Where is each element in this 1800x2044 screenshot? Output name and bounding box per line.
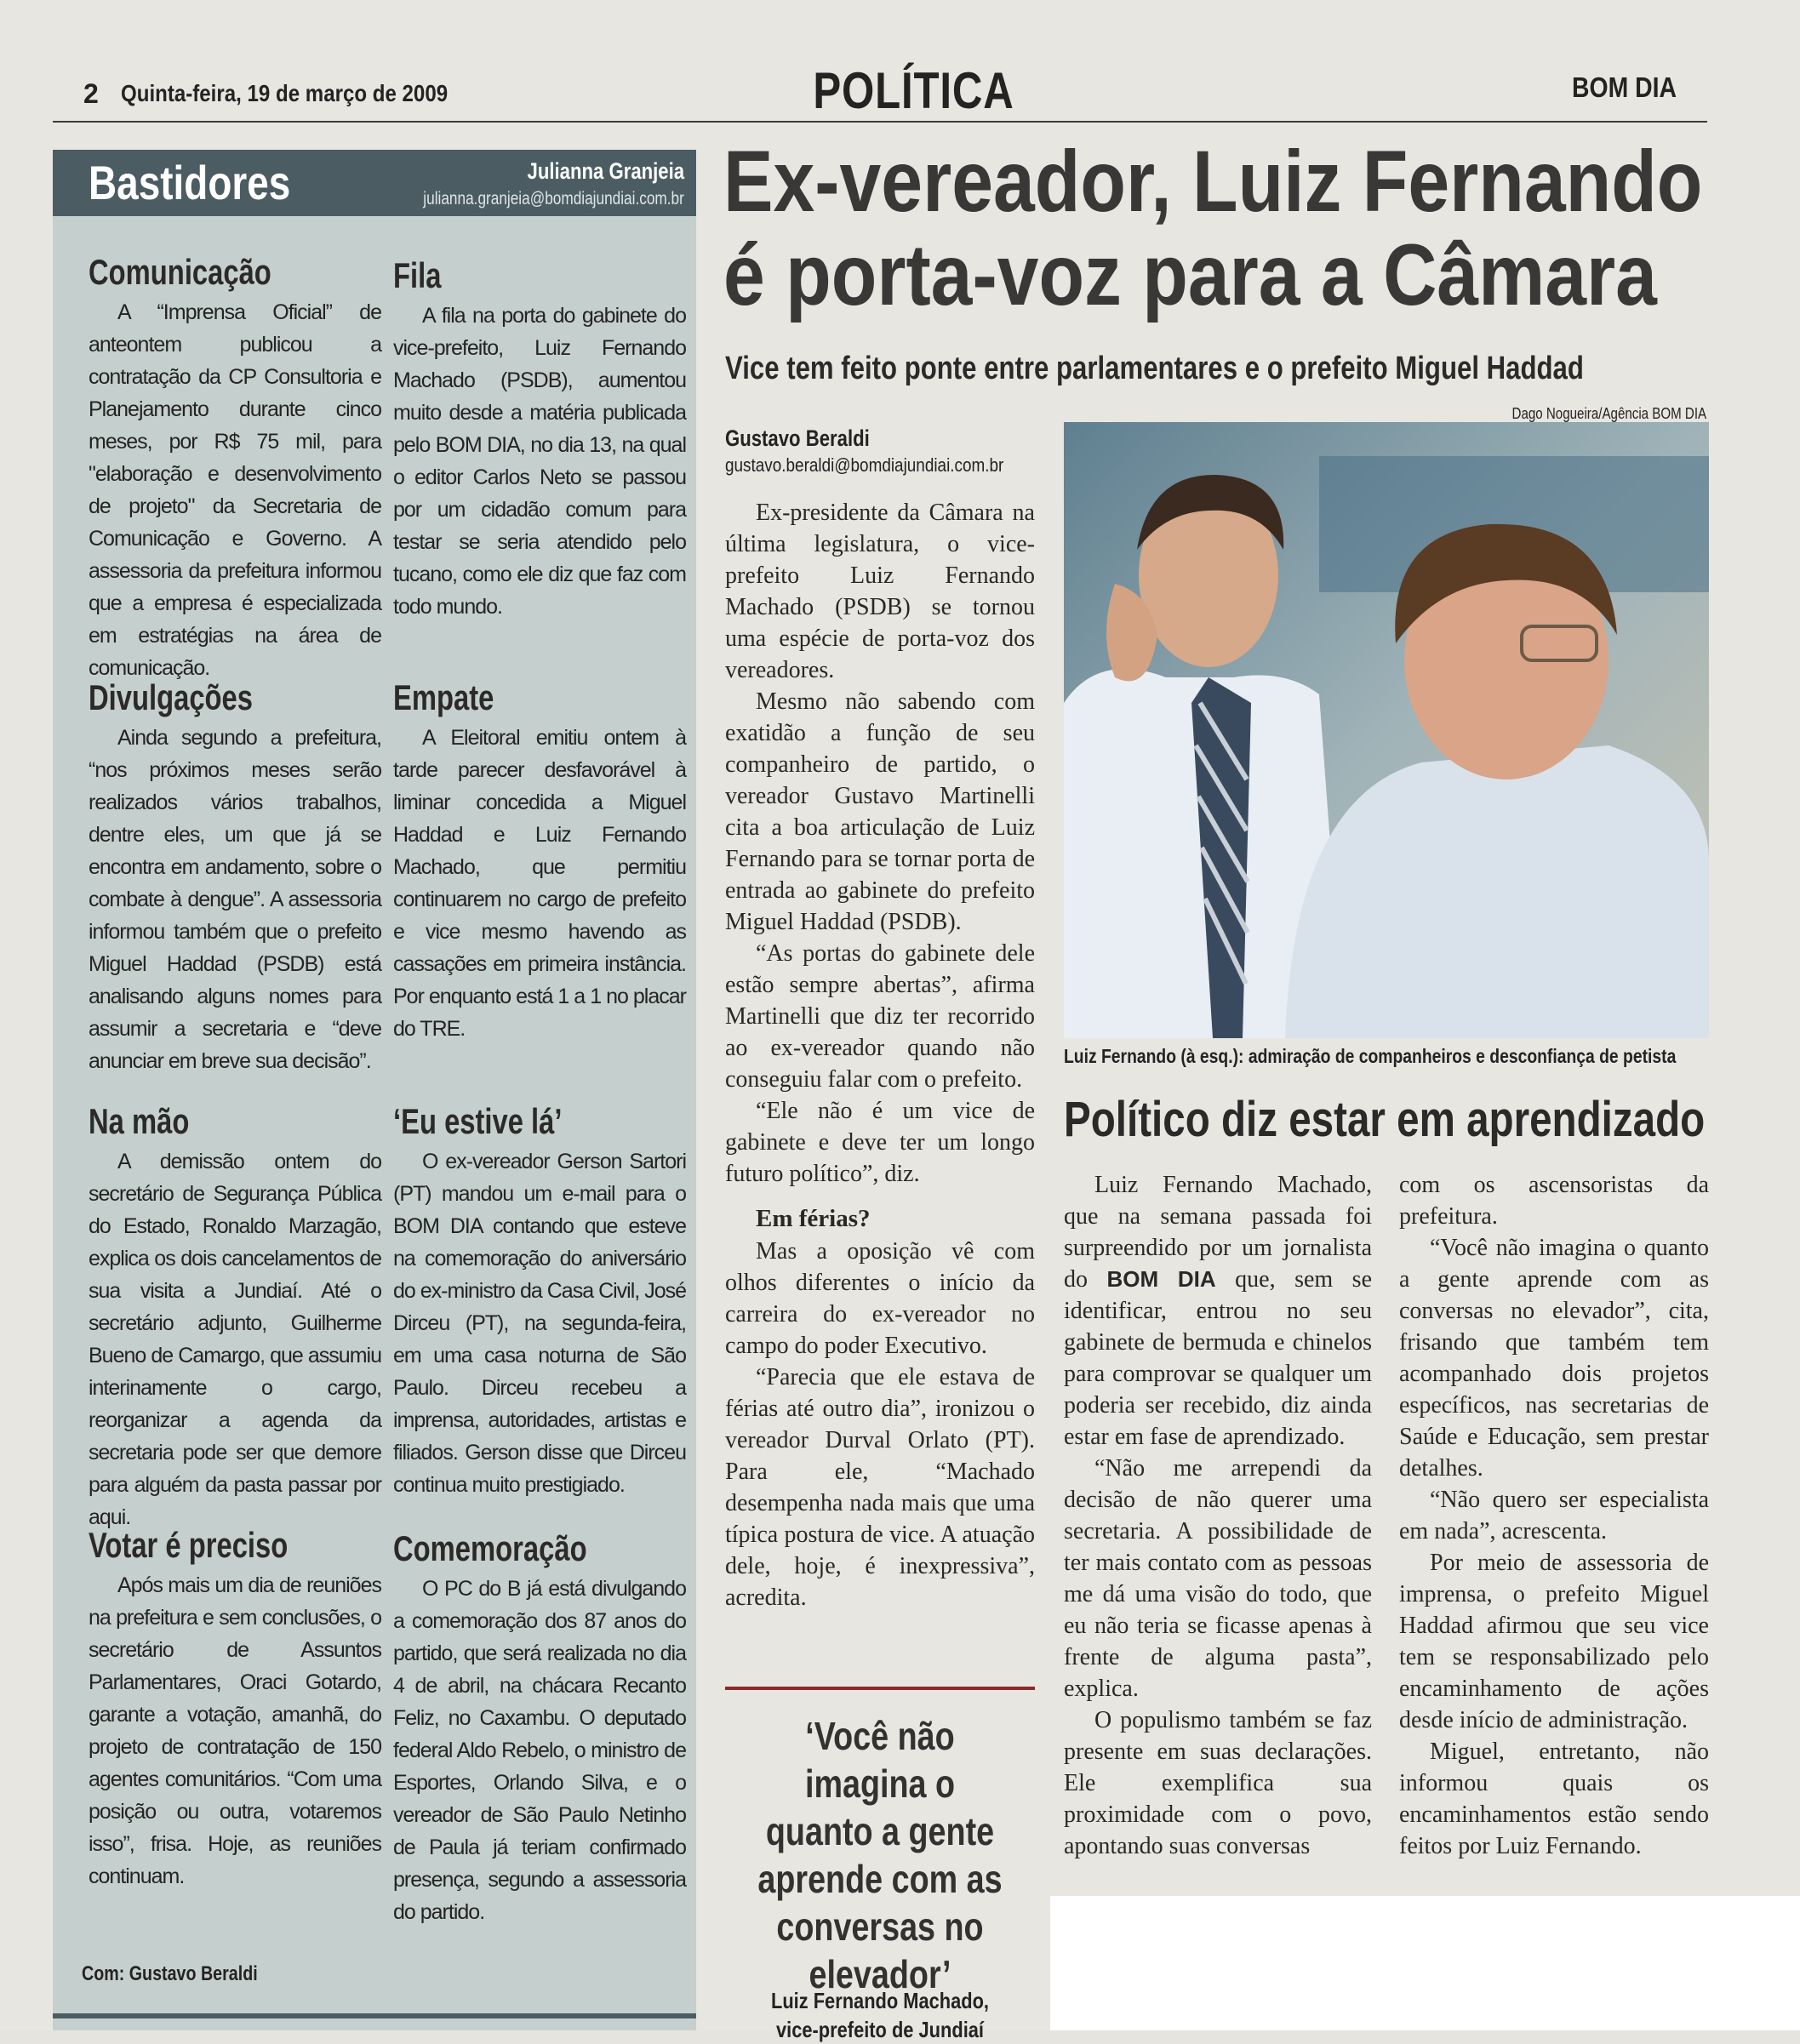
headline-line-1: Ex-vereador, Luiz Fernando — [723, 133, 1703, 230]
brand-mention: BOM DIA — [1106, 1266, 1216, 1292]
note-eu-estive-la — [393, 1101, 686, 1501]
note-body: Ainda segundo a prefeitura, “nos próximos meses serão realizados vários trabalhos, dentre eles, um que já se encontra em andamento, sobre o combate à dengue”. A assessoria informou também que o prefeito Miguel Haddad (PSDB) está analisando alguns nomes para assumir a secretaria e “deve anunciar em breve sua decisão”. — [89, 726, 381, 1073]
article-paragraph: Mas a oposição vê com olhos diferentes o início da carreira do ex-vereador no campo do poder Executivo. — [725, 1238, 1035, 1359]
pull-quote-rule — [725, 1687, 1035, 1690]
bastidores-title: Bastidores — [89, 156, 291, 209]
note-na-mao — [89, 1101, 381, 1533]
subheadline: Vice tem feito ponte entre parlamentares e o prefeito Miguel Haddad — [725, 351, 1584, 386]
note-heading: Comemoração — [393, 1528, 587, 1568]
article-paragraph: “As portas do gabinete dele estão sempre abertas”, afirma Martinelli que diz ter recorrido ao ex-vereador quando não conseguiu falar com o prefeito. — [725, 940, 1035, 1093]
sub-article-column-2 — [1399, 1169, 1709, 1862]
sub-paragraph: “Você não imagina o quanto a gente aprende com as conversas no elevador”, cita, frisando que também tem acompanhado dois projetos específicos, nas secretarias de Saúde e Educação, sem prestar detalhes. — [1399, 1235, 1709, 1482]
sub-text: que, sem se identificar, entrou no seu gabinete de bermuda e chinelos para comprovar se qualquer um poderia ser recebido, diz ainda estar em fase de aprendizado. — [1064, 1266, 1372, 1450]
bastidores-footer-rule — [53, 2013, 696, 2018]
article-body — [725, 497, 1035, 1613]
byline: Gustavo Beraldi — [725, 425, 870, 451]
note-body: A “Imprensa Oficial” de anteontem publicou a contratação da CP Consultoria e Planejamento durante cinco meses, por R$ 75 mil, para "elaboração e desenvolvimento de projeto" da Secretaria de Comunicação e Governo. A assessoria da prefeitura informou que a empresa é especializada em estratégias na área de comunicação. — [89, 300, 381, 680]
note-fila — [393, 255, 686, 623]
newspaper-brand: BOM DIA — [1572, 71, 1677, 103]
note-body: A Eleitoral emitiu ontem à tarde parecer desfavorável à liminar concedida a Miguel Haddad e Luiz Fernando Machado, que permitiu continuarem no cargo de prefeito e vice mesmo havendo as cassações em primeira instância. Por enquanto está 1 a 1 no placar do TRE. — [393, 726, 686, 1041]
sub-paragraph: “Não me arrependi da decisão de não querer uma secretaria. A possibilidade de ter mais contato com as pessoas me dá uma visão do todo, que eu não teria se ficasse apenas à frente de alguma pasta”, explica. — [1064, 1455, 1372, 1702]
note-body: O ex-vereador Gerson Sartori (PT) mandou um e-mail para o BOM DIA contando que esteve na comemoração do aniversário do ex-ministro da Casa Civil, José Dirceu (PT), na segunda-feira, em uma casa noturna de São Paulo. Dirceu recebeu a imprensa, autoridades, artistas e filiados. Gerson disse que Dirceu continua muito prestigiado. — [393, 1150, 686, 1497]
pull-quote-credit: Luiz Fernando Machado, vice-prefeito de Jundiaí — [770, 1988, 990, 2042]
note-heading: Votar é preciso — [89, 1525, 289, 1565]
note-body: O PC do B já está divulgando a comemoração dos 87 anos do partido, que será realizada no dia 4 de abril, na chácara Recanto Feliz, no Caxambu. O deputado federal Aldo Rebelo, o ministro de Esportes, Orlando Silva, e o vereador de São Paulo Netinho de Paula já teriam confirmado presença, segundo a assessoria do partido. — [393, 1577, 686, 1924]
note-heading: Divulgações — [89, 677, 254, 717]
article-paragraph: “Parecia que ele estava de férias até outro dia”, ironizou o vereador Durval Orlato (PT). Para ele, “Machado desempenha nada mais que uma típica postura de vice. A atuação dele, hoje, é inexpressiva”, acredita. — [725, 1364, 1035, 1611]
bastidores-column — [53, 150, 696, 2030]
article-paragraph: Ex-presidente da Câmara na última legislatura, o vice-prefeito Luiz Fernando Machado (PSDB) se tornou uma espécie de porta-voz dos vereadores. — [725, 500, 1035, 683]
note-divulgacoes — [89, 677, 381, 1077]
note-heading: Fila — [393, 255, 442, 295]
photo-credit: Dago Nogueira/Agência BOM DIA — [1511, 405, 1706, 422]
sub-paragraph — [1064, 1169, 1372, 1453]
note-comemoracao — [393, 1528, 686, 1928]
note-heading: Comunicação — [89, 252, 271, 292]
news-photo — [1064, 422, 1709, 1038]
section-title: POLÍTICA — [813, 62, 1014, 119]
blank-scan-area — [1050, 1896, 1800, 2030]
note-empate — [393, 677, 686, 1045]
sub-paragraph: Miguel, entretanto, não informou quais os encaminhamentos estão sendo feitos por Luiz Fernando. — [1399, 1739, 1709, 1859]
sub-article-column-1 — [1064, 1169, 1372, 1862]
sub-paragraph: “Não quero ser especialista em nada”, acrescenta. — [1399, 1487, 1709, 1544]
article-paragraph: Mesmo não sabendo com exatidão a função de seu companheiro de partido, o vereador Gustavo Martinelli cita a boa articulação de Luiz Fernando para se tornar porta de entrada ao gabinete do prefeito Miguel Haddad (PSDB). — [725, 688, 1035, 935]
byline-email: gustavo.beraldi@bomdiajundiai.com.br — [725, 454, 1004, 476]
photo-caption: Luiz Fernando (à esq.): admiração de companheiros e desconfiança de petista — [1064, 1045, 1677, 1067]
page-number: 2 — [83, 78, 99, 109]
columnist-name: Julianna Granjeia — [527, 158, 684, 184]
main-headline — [723, 133, 1703, 323]
subsection-heading: Em férias? — [756, 1205, 871, 1232]
bastidores-header — [53, 150, 696, 216]
sub-paragraph: com os ascensoristas da prefeitura. — [1399, 1172, 1709, 1230]
photo-illustration — [1064, 422, 1709, 1038]
note-body: A fila na porta do gabinete do vice-prefeito, Luiz Fernando Machado (PSDB), aumentou muito desde a matéria publicada pelo BOM DIA, no dia 13, na qual o editor Carlos Neto se passou por um cidadão comum para testar se seria atendido pelo tucano, como ele diz que faz com todo mundo. — [393, 304, 686, 619]
note-votar-e-preciso — [89, 1525, 381, 1893]
sub-paragraph: O populismo também se faz presente em suas declarações. Ele exemplifica sua proximidade com o povo, apontando suas conversas — [1064, 1707, 1372, 1859]
note-body: A demissão ontem do secretário de Segurança Pública do Estado, Ronaldo Marzagão, explica os dois cancelamentos de sua visita a Jundiaí. Até o secretário adjunto, Guilherme Bueno de Camargo, que assumiu interinamente o cargo, reorganizar a agenda da secretaria pode ser que demore para alguém da pasta passar por aqui. — [89, 1150, 381, 1529]
note-body: Após mais um dia de reuniões na prefeitura e sem conclusões, o secretário de Assuntos Parlamentares, Oraci Gotardo, garante a votação, amanhã, do projeto de contratação de 150 agentes comunitários. “Com uma posição ou outra, votaremos isso”, frisa. Hoje, as reuniões continuam. — [89, 1573, 381, 1888]
article-paragraph: “Ele não é um vice de gabinete e deve ter um longo futuro político”, diz. — [725, 1098, 1035, 1187]
note-heading: Na mão — [89, 1101, 190, 1141]
note-heading: ‘Eu estive lá’ — [393, 1101, 563, 1141]
columnist-email: julianna.granjeia@bomdiajundiai.com.br — [423, 189, 684, 208]
sub-headline: Político diz estar em aprendizado — [1064, 1092, 1706, 1147]
sub-text: Luiz Fernando Machado, que na semana passada foi surpreendido por um jornalista do — [1064, 1172, 1372, 1293]
masthead — [53, 58, 1707, 123]
issue-date: Quinta-feira, 19 de março de 2009 — [121, 80, 449, 106]
sub-paragraph: Por meio de assessoria de imprensa, o prefeito Miguel Haddad afirmou que seu vice tem se responsabilizado pelo encaminhamento de ações desde início de administração. — [1399, 1550, 1709, 1733]
pull-quote: ‘Você não imagina o quanto a gente aprende com as conversas no elevador’ — [757, 1714, 1003, 1996]
headline-line-2: é porta-voz para a Câmara — [723, 226, 1657, 323]
note-comunicacao — [89, 252, 381, 684]
bastidores-credit: Com: Gustavo Beraldi — [82, 1962, 258, 1985]
note-heading: Empate — [393, 677, 494, 717]
